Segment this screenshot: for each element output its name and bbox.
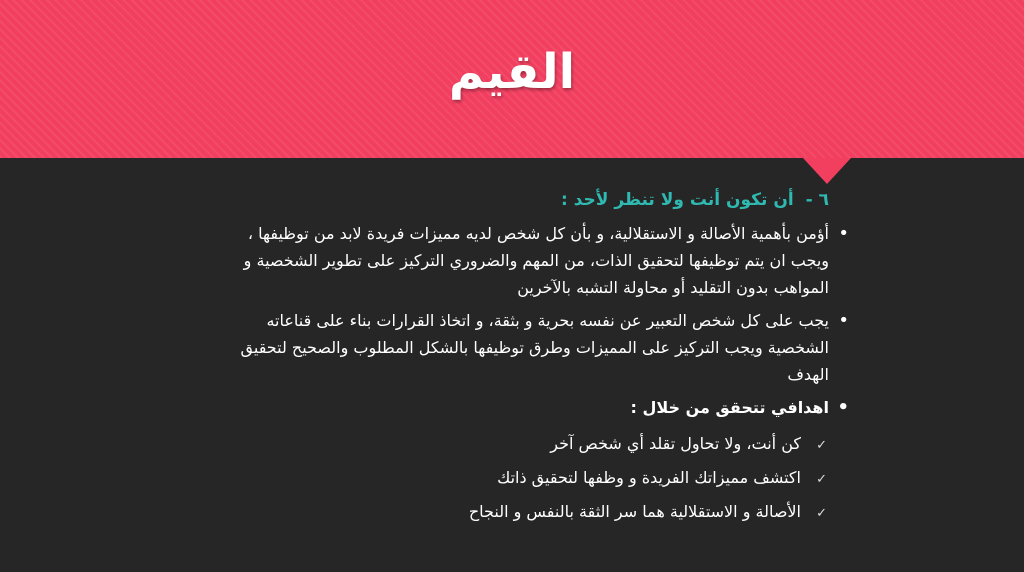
slide-title: القيم: [448, 44, 576, 100]
bullet-item-3: [150, 394, 849, 421]
bullet-icon: •: [838, 310, 849, 331]
bullet-icon: •: [838, 223, 849, 244]
check-icon: ✓: [816, 472, 827, 487]
header-banner: [0, 0, 1024, 158]
bullet-2-line-3: الهدف: [787, 365, 829, 384]
bullet-item-2: [150, 307, 849, 388]
bullet-1-line-1: أؤمن بأهمية الأصالة و الاستقلالية، و بأن كل شخص لديه مميزات فريدة لابد من توظيفها ،: [247, 224, 829, 243]
bullet-item-1: [150, 220, 849, 301]
goal-3-text: الأصالة و الاستقلالية هما سر الثقة بالنفس و النجاح: [468, 502, 801, 521]
bullet-icon: •: [837, 397, 849, 418]
slide-content: [150, 190, 849, 523]
goal-item-2: [150, 467, 827, 489]
section-heading-text: أن تكون أنت ولا تنظر لأحد :: [560, 190, 794, 210]
goal-2-text: اكتشف مميزاتك الفريدة و وظفها لتحقيق ذاتك: [497, 468, 801, 487]
bullet-2-line-2: الشخصية ويجب التركيز على المميزات وطرق توظيفها بالشكل المطلوب والصحيح لتحقيق: [240, 338, 829, 357]
section-heading: [150, 190, 829, 210]
section-number: ٦ -: [805, 190, 829, 210]
check-icon: ✓: [816, 506, 827, 521]
check-icon: ✓: [816, 438, 827, 453]
header-notch: [803, 158, 851, 184]
goal-1-text: كن أنت، ولا تحاول تقلد أي شخص آخر: [550, 434, 801, 453]
goal-item-1: [150, 433, 827, 455]
bullet-3-text: اهدافي تتحقق من خلال :: [630, 398, 829, 417]
goal-item-3: [150, 501, 827, 523]
bullet-2-line-1: يجب على كل شخص التعبير عن نفسه بحرية و بثقة، و اتخاذ القرارات بناء على قناعاته: [266, 311, 829, 330]
bullet-1-line-3: المواهب بدون التقليد أو محاولة التشبه بالآخرين: [517, 278, 829, 297]
bullet-1-line-2: ويجب ان يتم توظيفها لتحقيق الذات، من المهم والضروري التركيز على تطوير الشخصية و: [243, 251, 829, 270]
